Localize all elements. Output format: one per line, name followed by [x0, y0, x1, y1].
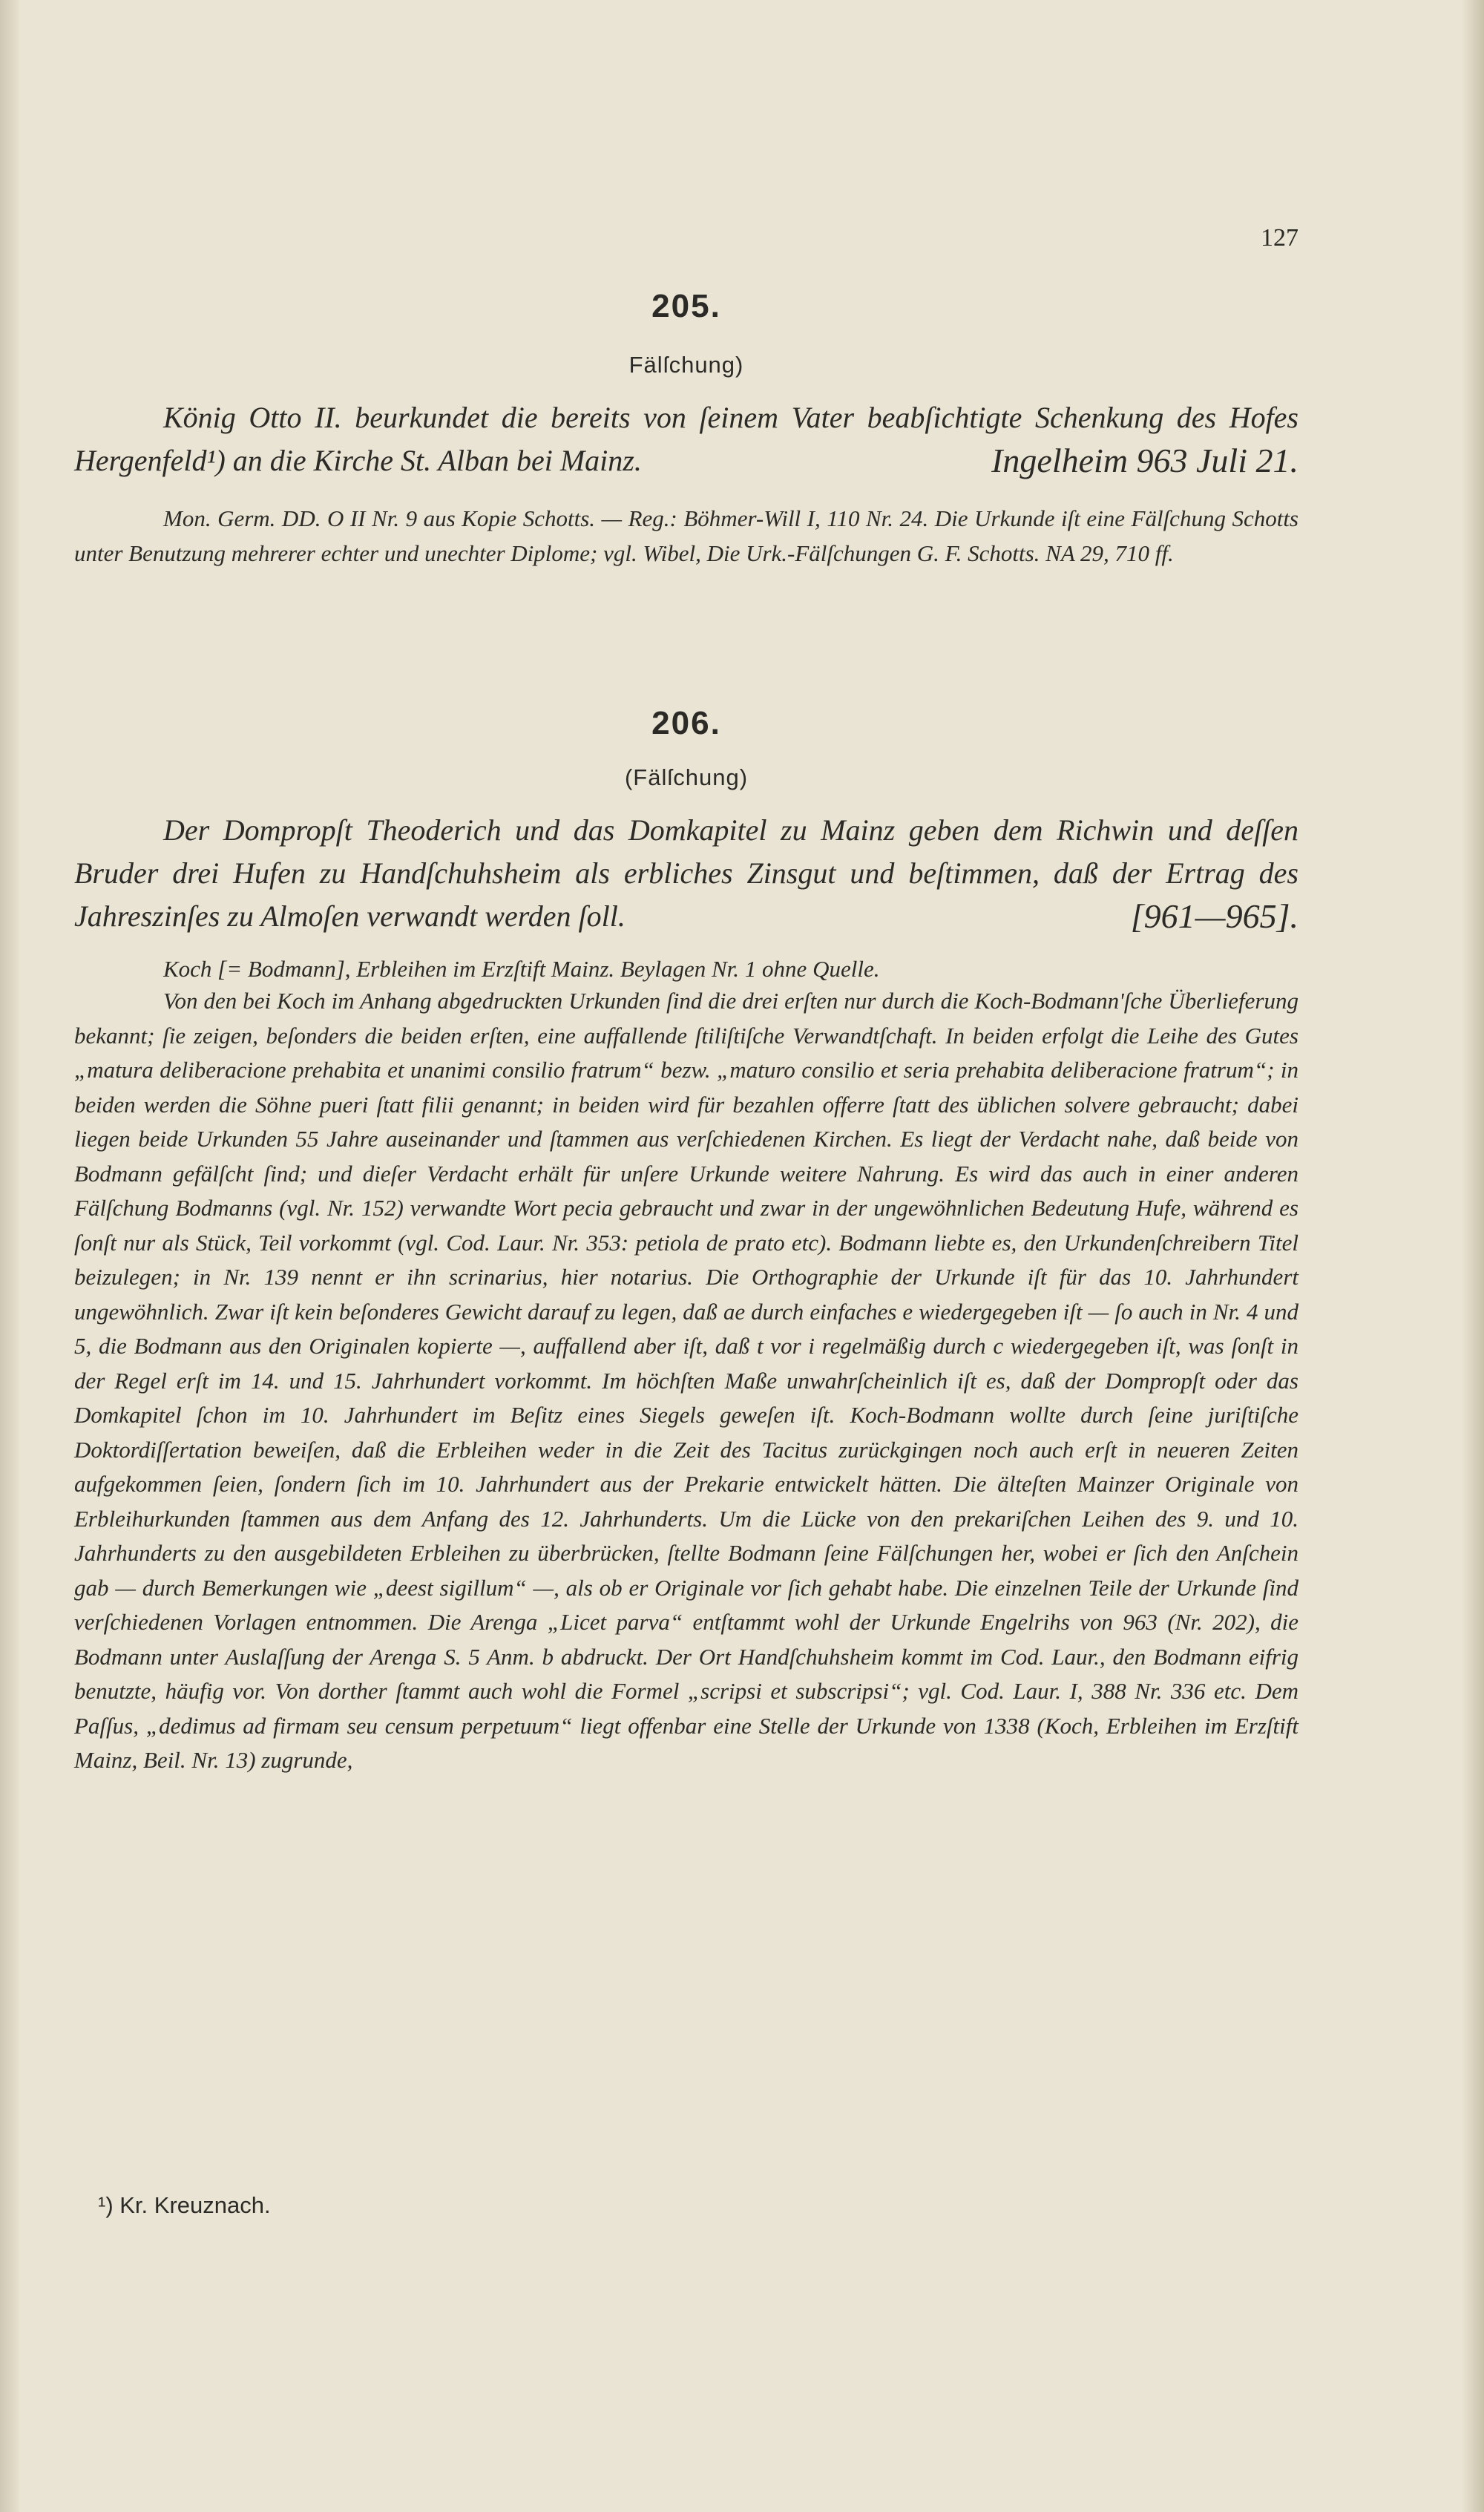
page-number: 127: [1261, 224, 1298, 252]
page-edge-left: [0, 0, 19, 2512]
document-205-label: Fälſchung): [628, 352, 744, 378]
document-206-date: [961—965].: [1130, 897, 1298, 935]
document-205-date: Ingelheim 963 Juli 21.: [991, 442, 1298, 479]
document-205-regest: [74, 396, 1298, 482]
footnote: ¹) Kr. Kreuznach.: [98, 2192, 271, 2218]
document-205-number: 205.: [651, 288, 721, 324]
document-206-regest-text: Der Dompropſt Theoderich und das Domkapitel zu Mainz geben dem Richwin und deſſen Bruder drei Hufen zu Handſchuhsheim als erbliches Zinsgut und beſtimmen, daß der Ertrag des Jahreszinſes zu Almoſen verwandt werden ſoll.: [74, 813, 1298, 933]
document-206-number: 206.: [651, 705, 721, 741]
document-206-label: (Fälſchung): [624, 764, 749, 790]
document-206-source: Koch [= Bodmann], Erbleihen im Erzſtift Mainz. Beylagen Nr. 1 ohne Quelle.: [163, 956, 880, 982]
document-206-regest: [74, 809, 1298, 938]
page-edge-right: [1462, 0, 1484, 2512]
document-205-meta: Mon. Germ. DD. O II Nr. 9 aus Kopie Schotts. — Reg.: Böhmer-Will I, 110 Nr. 24. Die Urkunde iſt eine Fälſchung Schotts unter Benutzung mehrerer echter und unechter Diplome; vgl. Wibel, Die Urk.-Fälſchungen G. F. Schotts. NA 29, 710 ff.: [74, 505, 1298, 566]
document-206-commentary: Von den bei Koch im Anhang abgedruckten Urkunden ſind die drei erſten nur durch die Koch-Bodmann'ſche Überlieferung bekannt; ſie zeigen, beſonders die beiden erſten, eine auffallende ſtiliſtiſche Verwandtſchaft. In beiden erfolgt die Leihe des Gutes „matura deliberacione prehabita et unanimi consilio fratrum“ bezw. „maturo consilio et seria prehabita deliberacione fratrum“; in beiden werden die Söhne pueri ſtatt filii genannt; in beiden wird für bezahlen offerre ſtatt des üblichen solvere gebraucht; dabei liegen beide Urkunden 55 Jahre auseinander und ſtammen aus verſchiedenen Kirchen. Es liegt der Verdacht nahe, daß beide von Bodmann gefälſcht ſind; und dieſer Verdacht erhält für unſere Urkunde weitere Nahrung. Es wird das auch in einer anderen Fälſchung Bodmanns (vgl. Nr. 152) verwandte Wort pecia gebraucht und zwar in der ungewöhnlichen Bedeutung Hufe, während es ſonſt nur als Stück, Teil vorkommt (vgl. Cod. Laur. Nr. 353: petiola de prato etc). Bodmann liebte es, den Urkundenſchreibern Titel beizulegen; in Nr. 139 nennt er ihn scrinarius, hier notarius. Die Orthographie der Urkunde iſt für das 10. Jahrhundert ungewöhnlich. Zwar iſt kein beſonderes Gewicht darauf zu legen, daß ae durch einfaches e wiedergegeben iſt — ſo auch in Nr. 4 und 5, die Bodmann aus den Originalen kopierte —, auffallend aber iſt, daß t vor i regelmäßig durch c wiedergegeben iſt, was ſonſt in der Regel erſt im 14. und 15. Jahrhundert vorkommt. Im höchſten Maße unwahrſcheinlich iſt es, daß der Dompropſt oder das Domkapitel ſchon im 10. Jahrhundert im Beſitz eines Siegels geweſen iſt. Koch-Bodmann wollte durch ſeine juriſtiſche Doktordiſſertation beweiſen, daß die Erbleihen weder in die Zeit des Tacitus zurückgingen noch auch erſt in neueren Zeiten aufgekommen ſeien, ſondern ſich im 10. Jahrhundert aus der Prekarie entwickelt hätten. Die älteſten Mainzer Originale von Erbleihurkunden ſtammen aus dem Anfang des 12. Jahrhunderts. Um die Lücke von den prekariſchen Leihen des 9. und 10. Jahrhunderts zu den ausgebildeten Erbleihen zu überbrücken, ſtellte Bodmann ſeine Fälſchungen her, wobei er ſich den Anſchein gab — durch Bemerkungen wie „deest sigillum“ —, als ob er Originale vor ſich gehabt habe. Die einzelnen Teile der Urkunde ſind verſchiedenen Vorlagen entnommen. Die Arenga „Licet parva“ entſtammt wohl der Urkunde Engelrihs von 963 (Nr. 202), die Bodmann unter Auslaſſung der Arenga S. 5 Anm. b abdruckt. Der Ort Handſchuhsheim kommt im Cod. Laur., den Bodmann eifrig benutzte, häufig vor. Von dorther ſtammt auch wohl die Formel „scripsi et subscripsi“; vgl. Cod. Laur. I, 388 Nr. 336 etc. Dem Paſſus, „dedimus ad firmam seu censum perpetuum“ liegt offenbar eine Stelle der Urkunde von 1338 (Koch, Erbleihen im Erzſtift Mainz, Beil. Nr. 13) zugrunde,: [74, 988, 1298, 1773]
document-205-regest-text: König Otto II. beurkundet die bereits von ſeinem Vater beabſichtigte Schenkung des Hofes Hergenfeld¹) an die Kirche St. Alban bei Mainz.: [74, 401, 1298, 477]
